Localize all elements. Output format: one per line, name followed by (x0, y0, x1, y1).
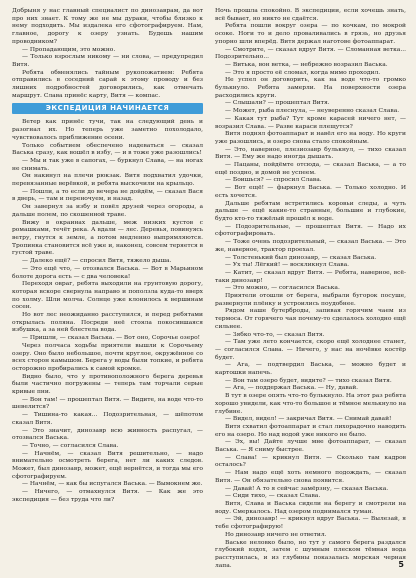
paragraph: — Вот ещё! — фыркнул Васька. — Только холодно. И есть хочется. (215, 184, 406, 199)
paragraph: Он накинул на плечи рюкзак. Витя подхватил удочки, перевязанные верёвкой, и ребята выскочили на крыльцо. (12, 172, 203, 188)
paragraph: Ветер как принёс тучи, так на следующий день и разогнал их. Но теперь уже заметно похолодало, чувствовалось приближение осени. (12, 118, 203, 141)
paragraph: — Эй, динозавр! — крикнул вдруг Васька. — Вылезай, я тебе сфотографирую! (215, 515, 406, 531)
paragraph: — Давай! А то я сейчас замёрзну, — сказал Васька. (225, 484, 389, 492)
paragraph: Вижу в окраинах дальше, меж низких кустов с ромашками, течёт река. А вдали — лес. Деревья, повинуясь ветру, гнутся к земле, а потом медленно выпрямляются. Тропинка становится всё уже и, наконец, совсем теряется в густой траве. (12, 218, 203, 257)
paragraph: — Только взрослым никому — ни слова, — предупредил Витя. (12, 53, 203, 68)
paragraph: Рядом наше бутерброды, запивая горячим чаем из термоса. От горячего чая почему-то сделалось холодно ещё сильнее. (215, 307, 406, 330)
paragraph: Не успел он договорить, как на воде что-то громко булькнуло. Ребята замерли. На поверхности озера расходились круги. (215, 76, 406, 99)
paragraph: Дальше ребятам встретились коровьи следы, а чуть дальше — ещё какие-то странные, большие и глубокие, будто кто-то тяжёлый прошёл к воде. (215, 199, 406, 222)
section-heading: ЭКСПЕДИЦИЯ НАЧИНАЕТСЯ (12, 103, 203, 114)
paragraph: — Смотрите, — сказал вдруг Витя. — Сломанная ветка... Подозрительно... (215, 45, 406, 61)
paragraph: — Это я просто её сломал, когда мимо проходил. (225, 68, 381, 76)
paragraph: — Подозрительные, — прошептал Витя. — Надо их сфотографировать. (215, 222, 406, 238)
paragraph: Переходя овраг, ребята выходили на грунтовую дорогу, которая вскоре свернула направо и поползла куда-то вверх по холму. Шли молча. Солнце уже клонилось к вершинам сосен. (12, 280, 203, 311)
paragraph: — Вон там озеро будет, видите? — тихо сказал Витя. (225, 376, 392, 384)
paragraph: Но динозавр ничего не ответил. (225, 530, 327, 538)
paragraph: — Слава! — крикнул Витя. — Сколько там кадров осталось? (215, 453, 406, 469)
paragraph: — Ух ты! Лёгкий! — воскликнул Слава. (225, 261, 350, 269)
paragraph: Добрыня у нас главный специалист по динозаврам, да вот про них знает. К тому же не мы дураки, чтобы близко к нему подходить. Мы издалека его сфотографируем. Нам, главное, дорогу к озеру узнать. Будешь нашим проводником? (12, 7, 203, 45)
paragraph: — Нам надо ещё хоть немного подождать, — сказал Витя. — Он обязательно снова появится. (215, 469, 406, 484)
paragraph: Ребята пошли вокруг озера — по кочкам, по мокрой осоке. Ноги то и дело проваливались в грязь, но друзья упорно шли вперёд. Витя держал наготове фотоаппарат. (215, 22, 406, 45)
paragraph: Но вот лес неожиданно расступился, и перед ребятами открылась поляна. Посреди неё стояла покосившаяся избушка, а за ней блестела вода. (12, 311, 203, 334)
paragraph: — Это ещё что, — отозвался Васька. — Вот в Марьином болоте дорога есть — с два человека! (12, 264, 203, 280)
paragraph: — Эх, вы! Дайте лучше мне фотоаппарат, — сказал Васька. — Я сниму быстрее. (215, 438, 406, 454)
paragraph: — Там уже лето кончается, скоро ещё холоднее станет, — согласился Слава. — Ничего, у нас на ночёвке костёр будет. (215, 338, 406, 361)
right-column (215, 7, 407, 569)
paragraph: — Боишься? — спросил Слава. (225, 176, 322, 184)
paragraph: Только событием обеспечено надеваться — сказал Васька сразу, как вошёл в избу, — и в тоже уже разошлись! (12, 141, 203, 157)
paragraph: — Пропадающим, это можно. (22, 45, 116, 53)
paragraph: Витя, Слава и Васька сидели на берегу и смотрели на воду. Смеркалось. Над озером поднимался туман. (215, 500, 406, 515)
story-text-after-heading (12, 118, 203, 503)
paragraph: В тут в озере опять что-то булькнуло. На этот раз ребята хорошо увидели, как что-то большое и тёмное мелькнуло на глубине. (215, 392, 407, 415)
paragraph: — Пошли, а то если до вечера не дойдём, — сказал Вася в дверь, — там и переночуем, и назад. (12, 187, 203, 203)
paragraph: — Пришли, — сказал Васька. — Вот оно, Сорочье озеро! (22, 334, 201, 342)
paragraph: — Слышали? — прошептал Витя. (225, 99, 330, 107)
paragraph: — Витька, вон ветка, — небрежно возразил Васька. (225, 60, 388, 68)
paragraph: — Точно, — согласился Слава. (22, 441, 119, 449)
paragraph: — Ага, — поддержал Васька. — Ну, давай. (225, 384, 359, 392)
paragraph: — Это, наверное, плезиозавр булькнул, — тихо сказал Витя. — Ему же надо иногда дышать. (215, 145, 406, 161)
left-column (12, 7, 203, 557)
paragraph: — Начнём, — как бы испугался Васька. — Вымокнем же. (22, 480, 203, 488)
paragraph: Он завернул за избу и повёл друзей через огороды, а дальше полем, по скошенной траве. (12, 203, 203, 218)
paragraph: — Начнём, — сказал Витя решительно, — надо внимательно осмотреть берега, нет ли каких следов. Может, был динозавр, может, ещё вернётся, и тогда мы его сфотографируем. (12, 449, 203, 480)
paragraph: Ребята обменялись тайным рукопожатием: Ребята отправились в соседний сарай к этому проводу и без лишних подробностей договорились, как отмечать маршрут. Слава принёс карту, Витя — компас. (12, 68, 203, 99)
text-columns (12, 7, 407, 569)
paragraph: — Сиди тихо, — сказал Слава. (225, 492, 321, 500)
paragraph: Витя схватил фотоаппарат и стал лихорадочно наводить его на озеро. Но над водой уже никого не было. (215, 422, 406, 438)
paragraph: — Какая тут рыба? Тут кроме карасей ничего нет, — возразил Слава. — Разве караси плещутся? (215, 114, 406, 130)
paragraph: — Толстенький был динозавр, — сказал Васька. (225, 253, 377, 261)
paragraph: — Тоже очень подозрительный, — сказал Васька. — Это же, наверное, трактор проехал. (215, 238, 406, 253)
paragraph: — Тишина-то какая... Подозрительная, — шёпотом сказал Витя. (12, 411, 203, 426)
paragraph: — Может, рыба плеснула, — неуверенно сказал Слава. (225, 107, 400, 115)
paragraph: — Ничего, — отмахнулся Витя. — Как же это экспедиция — без труда что ли? (12, 488, 203, 503)
paragraph: — Это можно, — согласился Васька. (225, 284, 340, 292)
page-number: 5 (398, 560, 404, 569)
story-text-before-heading (12, 7, 203, 99)
paragraph: — Видел, видел! — закричал Витя. — Снимай давай! (225, 415, 392, 423)
paragraph: Ночь прошла спокойно. В экспедиции, если хочешь знать, всё бывает, но никто не сдаётся. (215, 7, 406, 22)
paragraph: Видно было, что у противоположного берега деревья были частично погружены — теперь там торчали серые кривые пни. (12, 372, 203, 396)
paragraph: — Далеко ещё? — спросил Витя, тяжело дыша. (22, 257, 172, 265)
paragraph: Ваське неловко было, но тут у самого берега раздался глубокий вздох, затем с шумным плеском тёмная вода расступилась, и из глубины показалась морская черная лапа. (215, 538, 406, 569)
paragraph: — Вон там! — прошептал Витя. — Видите, на воде что-то шевелится? (12, 395, 203, 411)
paragraph: — Пацаны, пойдёмте отсюда, — сказал Васька, — а то ещё поздно, и домой не успеем. (215, 161, 406, 176)
paragraph: Через полчаса ходьбы приятели вышли к Сорочьему озеру. Оно было небольшое, почти круглое, окружённое со всех сторон камышом. Берега у воды были топкие, и ребята осторожно пробирались к самой кромке. (12, 341, 203, 372)
paragraph: Витя поднял фотоаппарат и навёл его на воду. Но круги уже разошлись, и озеро снова стало спокойным. (215, 130, 406, 145)
paragraph: — Это значит, динозавр всю живность распугал, — отозвался Васька. (12, 426, 203, 442)
paragraph: — Катит, — сказал вдруг Витя. — Ребята, наверное, всё-таки динозавр! (215, 268, 406, 284)
paragraph: — Мы и так уже в сапогах, — буркнул Слава, — на ногах не снимать. (12, 156, 203, 172)
paragraph: — Зябко что-то, — сказал Витя. (225, 330, 325, 338)
paragraph: Приятели отошли от берега, выбрали бугорок посуше, развернули плёнку и устроились поудобнее. (215, 292, 406, 307)
paragraph: — Ага, — подтвердил Васька, — можно будет и картошки напечь. (215, 361, 406, 377)
